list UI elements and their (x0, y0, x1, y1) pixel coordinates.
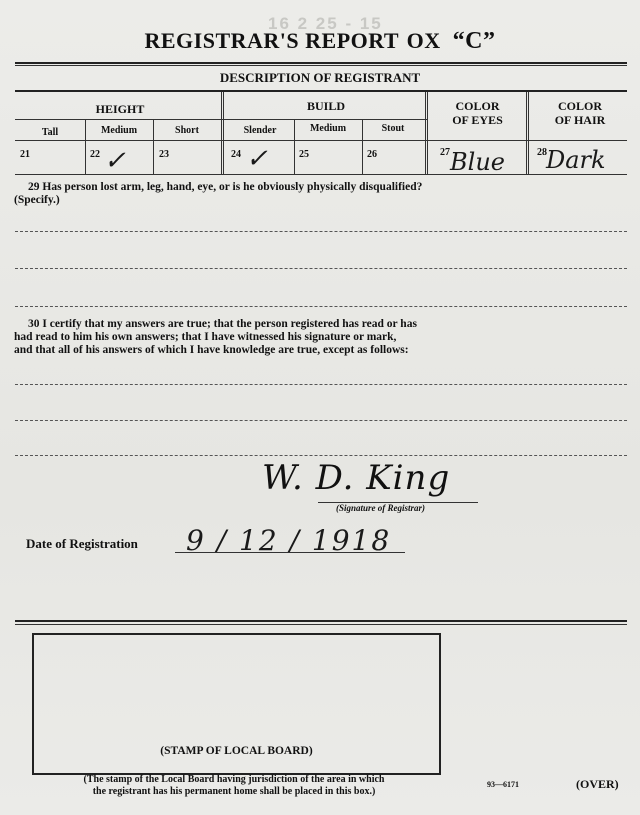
description-heading: DESCRIPTION OF REGISTRANT (219, 70, 421, 85)
question-30-line1: 30 I certify that my answers are true; that the person registered has read or has (28, 318, 417, 330)
build-slender-checkmark: ✓ (246, 144, 268, 174)
hair-color-value: Dark (546, 146, 606, 174)
num-28: 28 (537, 147, 547, 158)
question-29-line2: (Specify.) (14, 194, 60, 206)
q29-answer-line-3 (15, 306, 627, 307)
eye-color-value: Blue (450, 148, 505, 176)
question-30-line2: had read to him his own answers; that I have witnessed his signature or mark, (14, 331, 397, 343)
vline-build-eyes (425, 92, 428, 174)
label-row-line (15, 140, 627, 141)
question-29-line1: 29 Has person lost arm, leg, hand, eye, or is he obviously physically disqualified? (28, 181, 423, 193)
q29-answer-line-2 (15, 268, 627, 269)
build-header: BUILD (306, 99, 345, 113)
eye-color-header-line2: OF EYES (452, 113, 503, 127)
vline-eyes-hair (526, 92, 529, 174)
q29-answer-line-1 (15, 231, 627, 232)
table-top-line (15, 90, 627, 92)
eye-color-header (430, 99, 525, 127)
height-header: HEIGHT (95, 102, 145, 116)
over-label: (OVER) (576, 777, 619, 791)
form-number: 93—6171 (487, 780, 519, 789)
title-text: REGISTRAR'S REPORT (144, 28, 399, 53)
date-of-registration-label: Date of Registration (26, 536, 138, 551)
report-title (0, 28, 640, 55)
vline-height-build (221, 92, 224, 174)
divider-bottom-thin (15, 624, 627, 625)
num-23: 23 (159, 149, 169, 160)
q30-answer-line-2 (15, 420, 627, 421)
eye-color-header-line1: COLOR (455, 99, 500, 113)
question-30-line3: and that all of his answers of which I have knowledge are true, except as follows: (14, 344, 409, 356)
date-line (175, 552, 405, 553)
date-of-registration-value: 9 / 12 / 1918 (186, 524, 392, 557)
height-short-label: Short (175, 125, 199, 136)
question-30 (14, 318, 633, 357)
hair-color-header (530, 99, 630, 127)
table-bottom-line (15, 174, 627, 175)
box-letter: “C” (452, 28, 496, 54)
registrar-signature: W. D. King (262, 458, 451, 498)
stamp-label: (STAMP OF LOCAL BOARD) (160, 745, 313, 757)
vline-4 (362, 119, 363, 174)
build-stout-label: Stout (381, 123, 405, 134)
num-26: 26 (367, 149, 377, 160)
hair-color-header-line2: OF HAIR (554, 113, 606, 127)
question-29 (14, 181, 628, 207)
divider-top (15, 62, 627, 64)
box-label: OX (406, 28, 441, 53)
vline-2 (153, 119, 154, 174)
build-slender-label: Slender (243, 125, 277, 136)
num-27: 27 (440, 147, 450, 158)
q30-answer-line-1 (15, 384, 627, 385)
num-24: 24 (231, 149, 241, 160)
vline-3 (294, 119, 295, 174)
stamp-note-line2: the registrant has his permanent home shall be placed in this box.) (92, 786, 376, 797)
stamp-note (34, 774, 434, 798)
hair-color-header-line1: COLOR (557, 99, 602, 113)
faint-serial-number: 16 2 25 - 15 (268, 14, 383, 33)
signature-caption: (Signature of Registrar) (336, 503, 426, 513)
q30-answer-line-3 (15, 455, 627, 456)
stamp-note-line1: (The stamp of the Local Board having jurisdiction of the area in which (83, 774, 385, 785)
num-25: 25 (299, 149, 309, 160)
divider-bottom (15, 620, 627, 622)
height-tall-label: Tall (41, 127, 59, 138)
num-21: 21 (20, 149, 30, 160)
build-medium-label: Medium (309, 123, 347, 134)
height-medium-label: Medium (100, 125, 138, 136)
height-medium-checkmark: ✓ (104, 146, 126, 176)
divider-top-thin (15, 65, 627, 66)
vline-1 (85, 119, 86, 174)
num-22: 22 (90, 149, 100, 160)
